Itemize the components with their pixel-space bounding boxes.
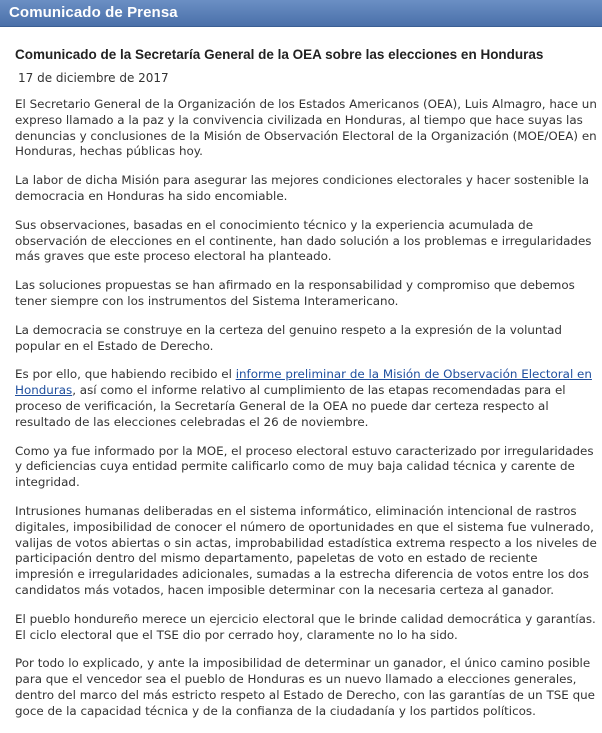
paragraph-9: El pueblo hondureño merece un ejercicio electoral que le brinde calidad democrática y garantías. El ciclo electoral que el TSE dio por cerrado hoy, claramente no lo ha sido. — [15, 611, 596, 642]
paragraph-8: Intrusiones humanas deliberadas en el sistema informático, eliminación intencional de rastros digitales, imposibilidad de conocer el número de oportunidades en que el sistema fue vulnerado, valijas de votos abiertas o sin actas, improbabilidad estadística extrema respecto a los niveles de participación dentro del mismo departamento, papeletas de voto en estado de reciente impresión e irregularidades adicionales, sumadas a la estrecha diferencia de votos entre los dos candidatos más votados, hacen imposible determinar con la necesaria certeza al ganador. — [15, 503, 597, 597]
article-date: 17 de diciembre de 2017 — [18, 71, 169, 85]
report-link[interactable]: informe preliminar de la Misión de Observación Electoral en Honduras — [15, 367, 592, 398]
paragraph-6-text-end: , así como el informe relativo al cumplimiento de las etapas recomendadas para el proceso de verificación, la Secretaría General de la OEA no puede dar certeza respecto al resultado de las elecciones celebradas el 26 de noviembre. — [15, 383, 566, 429]
paragraph-4: Las soluciones propuestas se han afirmado en la responsabilidad y compromiso que debemos tener siempre con los instrumentos del Sistema Interamericano. — [15, 278, 575, 308]
header-title: Comunicado de Prensa — [9, 4, 178, 21]
paragraph-5: La democracia se construye en la certeza del genuino respeto a la expresión de la voluntad popular en el Estado de Derecho. — [15, 322, 562, 353]
paragraph-7: Como ya fue informado por la MOE, el proceso electoral estuvo caracterizado por irregularidades y deficiencias cuya entidad permite calificarlo como de muy baja calidad técnica y carente de integridad. — [15, 443, 594, 490]
article-content — [15, 46, 599, 733]
paragraph-2: La labor de dicha Misión para asegurar las mejores condiciones electorales y hacer sostenible la democracia en Honduras ha sido encomiable. — [15, 173, 590, 203]
paragraph-10: Por todo lo explicado, y ante la imposibilidad de determinar un ganador, el único camino posible para que el vencedor sea el pueblo de Honduras es un nuevo llamado a elecciones generales, dentro del marco del más estricto respeto al Estado de Derecho, con las garantías de un TSE que goce de la capacidad técnica y de la confianza de la ciudadanía y los partidos políticos. — [15, 656, 595, 718]
paragraph-3: Sus observaciones, basadas en el conocimiento técnico y la experiencia acumulada de observación de elecciones en el continente, han dado solución a los problemas e irregularidades más graves que este proceso electoral ha planteado. — [15, 217, 592, 264]
paragraph-6 — [15, 367, 599, 430]
article-title: Comunicado de la Secretaría General de la OEA sobre las elecciones en Honduras — [15, 47, 544, 62]
header-bar — [0, 0, 602, 27]
paragraph-1: El Secretario General de la Organización de los Estados Americanos (OEA), Luis Almagro, hace un expreso llamado a la paz y la convivencia civilizada en Honduras, al tiempo que hace suyas las denuncias y conclusiones de la Misión de Observación Electoral de la Organización (MOE/OEA) en Honduras, hechas públicas hoy. — [15, 97, 597, 159]
paragraph-6-text-start: Es por ello, que habiendo recibido el — [15, 367, 236, 382]
